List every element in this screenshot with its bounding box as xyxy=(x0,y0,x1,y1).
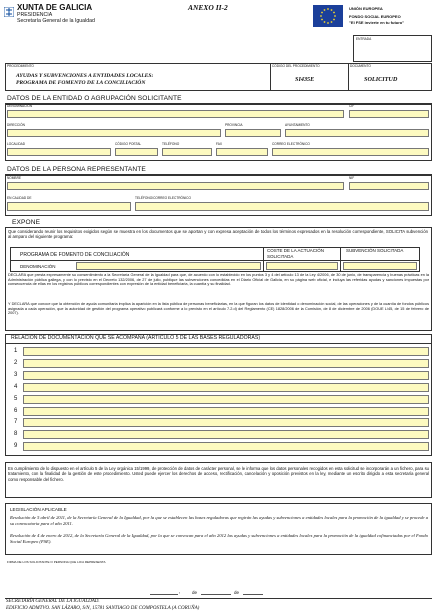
denomination-label: DENOMINACIÓN xyxy=(20,264,56,269)
subvention-header: SUBVENCIÓN SOLICITADA xyxy=(346,248,404,253)
document-row-number: 3 xyxy=(14,371,18,378)
entity-section-title: DATOS DE LA ENTIDAD O AGRUPACIÓN SOLICITANTE xyxy=(7,95,182,102)
entity-postal-field[interactable] xyxy=(115,148,158,156)
legislation-text-1: Resolución de 5 abril de 2011, de la Secretaría General de la Igualdad, por la que se establecen las bases reguladoras que regirán las ayudas y subvenciones a entidades locales para la promoción de la igualdad y se procede a su convocatoria para el año 2011. xyxy=(10,515,428,526)
rep-name-label: NOMBRE xyxy=(7,176,21,180)
entity-phone-field[interactable] xyxy=(162,148,212,156)
expone-section-title: EXPONE xyxy=(12,219,41,226)
entity-cif-label: CIF xyxy=(349,104,355,108)
document-row-field[interactable] xyxy=(23,347,429,356)
document-row-field[interactable] xyxy=(23,407,429,416)
procedure-title-1: AYUDAS Y SUBVENCIONES A ENTIDADES LOCALES: xyxy=(16,73,154,79)
subvention-field[interactable] xyxy=(343,262,417,270)
document-value: SOLICITUD xyxy=(364,76,398,83)
eu-title: UNIÓN EUROPEA xyxy=(349,6,383,11)
document-row-field[interactable] xyxy=(23,442,429,451)
document-row-field[interactable] xyxy=(23,430,429,439)
entity-email-label: CORREO ELECTRÓNICO xyxy=(272,142,310,146)
entity-province-field[interactable] xyxy=(225,129,281,137)
rep-contact-label: TELÉFONO/CORREO ELECTRÓNICO xyxy=(135,196,191,200)
legislation-text-2: Resolución de 4 de enero de 2012, de la Secretaría General de la Igualdad, por la que se convocan para el año 2012 las ayudas y subvenciones a entidades locales para la promoción de la igualdad cofinanciadas por el Fondo Social Europeo (FSE). xyxy=(10,533,428,544)
document-label: DOCUMENTO xyxy=(350,64,371,68)
declara-eu-list: Y DECLARA que conoce que la obtención de ayuda comunitaria implica la aparición en la lista pública de personas beneficiarias, en la que figuran los datos de identidad o denominación social, de las operaciones y de la cuantía de fondos públicos asignada a cada operación, que la autoridad de gestión del programa operativo publicará conforme a lo previsto en el artículo 7.2.d) del Reglamento (CE) 1828/2006 de la Comisión, de 8 de diciembre de 2006 (DOUE L/45, de 15 de febrero de 2007). xyxy=(8,302,429,316)
rep-nif-field[interactable] xyxy=(349,182,429,190)
document-row-field[interactable] xyxy=(23,418,429,427)
document-row-field[interactable] xyxy=(23,359,429,368)
entity-cif-field[interactable] xyxy=(349,110,429,118)
annex-label: ANEXO II-2 xyxy=(188,3,228,12)
program-label: PROGRAMA DE FOMENTO DE CONCILIACIÓN xyxy=(20,252,130,258)
entity-name-label: DENOMINACIÓN xyxy=(7,104,33,108)
signature-de-2: de xyxy=(234,590,240,595)
entity-locality-field[interactable] xyxy=(7,148,111,156)
entity-council-label: AYUNTAMIENTO xyxy=(285,123,310,127)
document-row-field[interactable] xyxy=(23,395,429,404)
eu-flag-icon xyxy=(313,5,343,27)
entity-province-label: PROVINCIA xyxy=(225,123,243,127)
entity-council-field[interactable] xyxy=(285,129,429,137)
entity-address-label: DIRECCIÓN xyxy=(7,123,25,127)
rep-contact-field[interactable] xyxy=(135,202,429,211)
procedure-code-label: CÓDIGO DEL PROCEDIMIENTO xyxy=(272,64,320,68)
signature-de-1: de xyxy=(192,590,198,595)
document-row-number: 1 xyxy=(14,348,18,354)
eu-fund: FONDO SOCIAL EUROPEO xyxy=(349,14,401,19)
entity-postal-label: CÓDIGO POSTAL xyxy=(115,142,142,146)
rep-quality-field[interactable] xyxy=(7,202,131,211)
rep-nif-label: NIF xyxy=(349,176,355,180)
document-row-number: 4 xyxy=(14,383,18,390)
document-row-field[interactable] xyxy=(23,371,429,380)
document-row-number: 8 xyxy=(14,431,18,438)
representative-section-title: DATOS DE LA PERSONA REPRESENTANTE xyxy=(7,166,146,173)
entity-fax-field[interactable] xyxy=(216,148,268,156)
eu-motto: "El FSE invierte en tu futuro" xyxy=(349,20,405,25)
org-sub2: Secretaría General de la Igualdad xyxy=(17,18,95,24)
footer-line-2: EDIFICIO ADMTVO. SAN LÁZARO, S/N, 15781 SANTIAGO DE COMPOSTELA (A CORUÑA) xyxy=(6,606,200,611)
documents-title: RELACIÓN DE DOCUMENTACIÓN QUE SE ACOMPAÑA (ARTÍCULO 5 DE LAS BASES REGULADORAS) xyxy=(11,335,261,341)
entry-label: ENTRADA xyxy=(356,37,372,41)
entity-address-field[interactable] xyxy=(7,129,221,137)
legislation-box xyxy=(5,503,432,555)
rep-name-field[interactable] xyxy=(7,182,344,190)
expone-intro: Que considerando reunir los requisitos exigidos según se muestra en los documentos que se aportan y con expresa aceptación de todos los términos expresados en la resolución correspondiente, SOLICITA subvención al amparo del siguiente programa: xyxy=(8,229,428,240)
entity-email-field[interactable] xyxy=(272,148,429,156)
privacy-text: En cumplimiento de lo dispuesto en el artículo 5 de la Ley orgánica 15/1999, de protección de datos de carácter personal, se le informa que los datos personales recogidos en esta solicitud se incorporarán a un fichero, para su tratamiento, con la finalidad de la gestión de este procedimiento. Usted puede ejercer los derechos de acceso, rectificación, cancelación y oposición previstos en la ley, mediante un escrito dirigido a esta secretaría general como responsable del fichero. xyxy=(8,466,429,482)
signature-label: FIRMA DE LOS SOLICITANTE O PERSONA QUE LO/A REPRESENTA xyxy=(7,560,106,564)
procedure-code: SI435E xyxy=(295,76,315,83)
procedure-label: PROCEDIMIENTO xyxy=(7,64,34,68)
org-name: XUNTA DE GALICIA xyxy=(17,3,93,12)
procedure-title-2: PROGRAMA DE FOMENTO DE LA CONCILIACIÓN xyxy=(16,80,146,86)
entity-fax-label: FAX xyxy=(216,142,223,146)
cost-field[interactable] xyxy=(266,262,338,270)
document-row-field[interactable] xyxy=(23,383,429,392)
document-row-number: 9 xyxy=(14,443,18,450)
entity-locality-label: LOCALIDAD xyxy=(7,142,26,146)
cost-header: COSTE DE LA ACTUACIÓN SOLICITADA xyxy=(267,248,325,259)
document-row-number: 7 xyxy=(14,419,18,426)
entity-name-field[interactable] xyxy=(7,110,344,118)
denomination-field[interactable] xyxy=(76,262,261,270)
signature-comma: , xyxy=(179,589,181,595)
org-sub1: PRESIDENCIA xyxy=(17,12,53,18)
entity-phone-label: TELÉFONO xyxy=(162,142,180,146)
document-row-number: 6 xyxy=(14,407,18,414)
legislation-title: LEGISLACIÓN APLICABLE xyxy=(10,507,67,512)
document-row-number: 2 xyxy=(14,359,18,366)
rep-quality-label: EN CALIDAD DE xyxy=(7,196,32,200)
declara-consent: DECLARA que presta expresamente su consentimiento a la Secretaría General de la Igualdad para que, de acuerdo con lo establecido en los puntos 3 y 4 del artículo 13 de la Ley 4/2006, de 30 de junio, de transparencia y buenas prácticas en la Administración pública gallega, y con lo previsto en el Decreto 132/2006, de 27 de julio, publique las subvenciones concedidas en el Diario Oficial de Galicia, en su página web oficial, e incluya las referidas ayudas y sanciones impuestas por consecuencia de ellas en los registros públicos correspondientes con expresión de la entidad beneficiaria, la cuantía y su finalidad. xyxy=(8,273,429,287)
footer-line-1: SECRETARÍA GENERAL DE LA IGUALDAD. xyxy=(6,599,100,604)
document-row-number: 5 xyxy=(14,395,18,402)
xunta-logo-icon xyxy=(4,4,14,14)
